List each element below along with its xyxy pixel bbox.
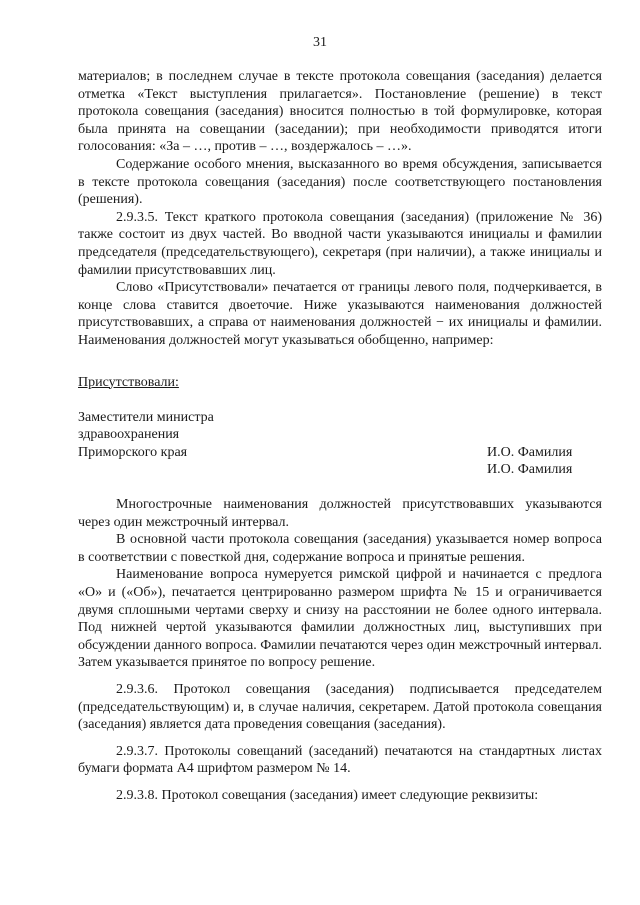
position-line — [78, 426, 602, 444]
paragraph-continuation: материалов; в последнем случае в тексте протокола совещания (заседания) делается отметка «Текст выступления прилагается». Постановление (решение) в текст протокола совещания (заседания) вносится полностью в той формулировке, которая была принята на совещании (заседании); при необходимости приводятся итоги голосования: «За – …, против – …, воздержалось – …». — [78, 69, 602, 155]
paragraph-present-word: Слово «Присутствовали» печатается от границы левого поля, подчеркивается, в конце слова ставится двоеточие. Ниже указываются наименования должностей присутствовавших, а справа от наименования должностей − их инициалы и фамилии. Наименования должностей могут указываться обобщенно, например: — [78, 280, 602, 348]
paragraph-multiline-positions: Многострочные наименования должностей присутствовавших указываются через один межстрочный интервал. — [78, 497, 602, 530]
paragraph-2-9-3-6: 2.9.3.6. Протокол совещания (заседания) подписывается председателем (председательствующим) и, в случае наличия, секретарем. Датой протокола совещания (заседания) является дата проведения совещания (заседания). — [78, 682, 602, 733]
paragraph-2-9-3-8: 2.9.3.8. Протокол совещания (заседания) имеет следующие реквизиты: — [116, 787, 539, 803]
attendees-example — [78, 374, 602, 480]
position-text: Приморского края — [78, 444, 188, 460]
paragraph-2-9-3-7: 2.9.3.7. Протоколы совещаний (заседаний) печатаются на стандартных листах бумаги формата А4 шрифтом размером № 14. — [78, 743, 602, 777]
attendee-name-row — [78, 461, 602, 479]
paragraph-main-part: В основной части протокола совещания (заседания) указывается номер вопроса в соответствии с повесткой дня, содержание вопроса и принятые решения. — [78, 532, 602, 565]
position-text: Заместители министра — [78, 409, 214, 425]
paragraph-2-9-3-5: 2.9.3.5. Текст краткого протокола совещания (заседания) (приложение № 36) также состоит из двух частей. Во вводной части указываются инициалы и фамилии председателя (председательствующего), секретаря (при наличии), а также инициалы и фамилии присутствовавших лиц. — [78, 209, 602, 278]
attendee-name: И.О. Фамилия — [487, 444, 573, 460]
page-number: 31 — [313, 35, 327, 50]
position-line — [78, 409, 602, 427]
document-body — [78, 68, 602, 805]
position-line — [78, 444, 602, 462]
paragraph-dissent: Содержание особого мнения, высказанного во время обсуждения, записывается в тексте протокола совещания (заседания) после соответствующего постановления (решения). — [78, 156, 602, 208]
paragraph-question-title: Наименование вопроса нумеруется римской цифрой и начинается с предлога «О» и («Об»), печатается центрированно размером шрифта № 15 и ограничивается двумя сплошными чертами сверху и снизу на расстоянии не более одного интервала. Под нижней чертой указываются фамилии должностных лиц, выступивших при обсуждении данного вопроса. Фамилии печатаются через один межстрочный интервал. Затем указывается принятое по вопросу решение. — [78, 567, 602, 671]
attendees-heading: Присутствовали: — [78, 374, 179, 390]
position-text: здравоохранения — [78, 427, 180, 443]
attendee-name: И.О. Фамилия — [487, 462, 573, 478]
